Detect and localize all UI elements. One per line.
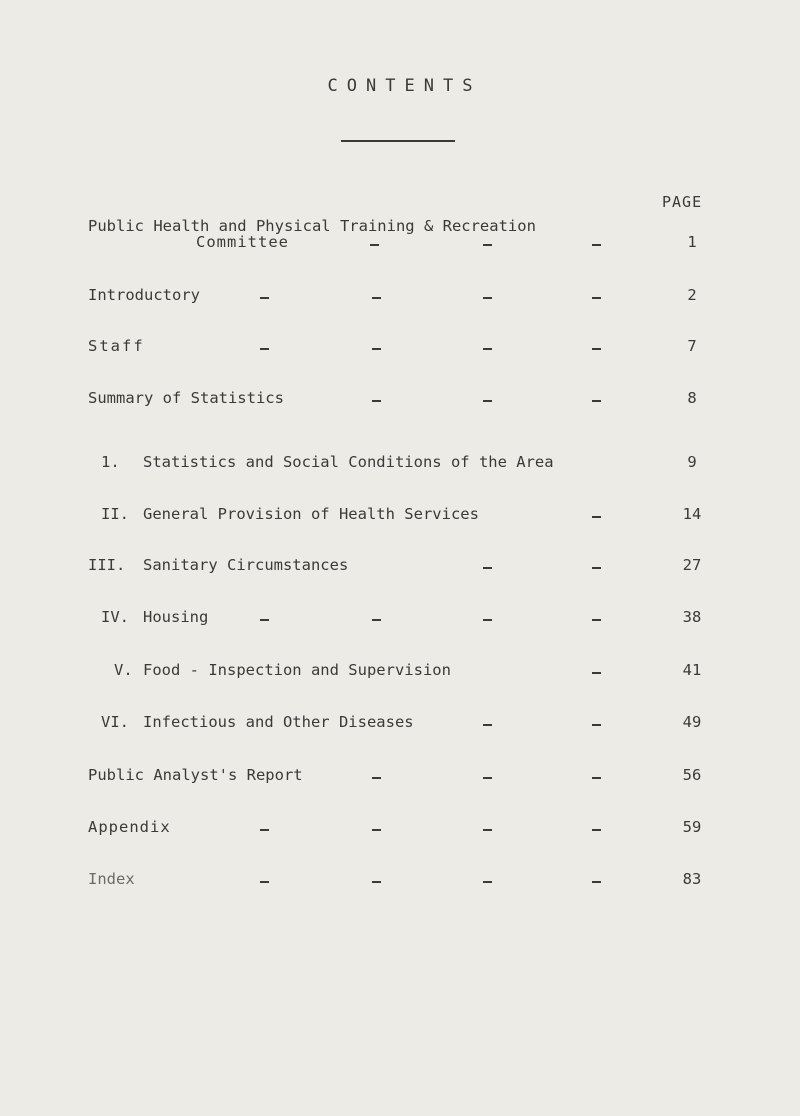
entry-label: Appendix bbox=[88, 818, 171, 836]
entry-label: Public Analyst's Report bbox=[88, 766, 303, 784]
entry-page-number: 7 bbox=[687, 337, 697, 355]
leader-dash bbox=[372, 348, 381, 350]
entry-page-number: 83 bbox=[682, 870, 702, 888]
entry-label: Housing bbox=[143, 608, 209, 626]
entry-page-number: 8 bbox=[687, 389, 697, 407]
leader-dash bbox=[592, 297, 601, 299]
page-column-header: PAGE bbox=[662, 193, 703, 211]
entry-page-number: 59 bbox=[682, 818, 702, 836]
leader-dash bbox=[483, 400, 492, 402]
leader-dash bbox=[483, 829, 492, 831]
leader-dash bbox=[372, 619, 381, 621]
toc-entry[interactable] bbox=[0, 505, 800, 529]
entry-label: Committee bbox=[196, 233, 289, 251]
entry-section-number: VI. bbox=[101, 713, 129, 731]
leader-dash bbox=[483, 244, 492, 246]
page-title: CONTENTS bbox=[327, 76, 482, 96]
toc-entry[interactable] bbox=[0, 661, 800, 685]
leader-dash bbox=[372, 400, 381, 402]
toc-entry[interactable] bbox=[0, 713, 800, 737]
entry-label: Food - Inspection and Supervision bbox=[143, 661, 451, 679]
leader-dash bbox=[483, 297, 492, 299]
toc-entry[interactable] bbox=[0, 233, 800, 257]
leader-dash bbox=[372, 777, 381, 779]
toc-entry[interactable] bbox=[0, 337, 800, 361]
entry-section-number: 1. bbox=[101, 453, 120, 471]
toc-entry[interactable] bbox=[0, 286, 800, 310]
entry-label-line1: Public Health and Physical Training & Recreation bbox=[88, 217, 536, 235]
leader-dash bbox=[260, 881, 269, 883]
leader-dash bbox=[372, 881, 381, 883]
leader-dash bbox=[483, 724, 492, 726]
entry-label: Staff bbox=[88, 337, 145, 355]
entry-section-number: V. bbox=[114, 661, 133, 679]
leader-dash bbox=[483, 881, 492, 883]
toc-entry[interactable] bbox=[0, 453, 800, 477]
leader-dash bbox=[592, 567, 601, 569]
entry-page-number: 41 bbox=[682, 661, 702, 679]
leader-dash bbox=[483, 777, 492, 779]
leader-dash bbox=[592, 829, 601, 831]
leader-dash bbox=[592, 619, 601, 621]
toc-entry[interactable] bbox=[0, 818, 800, 842]
leader-dash bbox=[260, 348, 269, 350]
leader-dash bbox=[370, 244, 379, 246]
leader-dash bbox=[260, 619, 269, 621]
entry-label: Summary of Statistics bbox=[88, 389, 284, 407]
toc-entry[interactable] bbox=[0, 766, 800, 790]
toc-entry[interactable] bbox=[0, 556, 800, 580]
toc-entry[interactable] bbox=[0, 389, 800, 413]
entry-label: Statistics and Social Conditions of the Area bbox=[143, 453, 554, 471]
entry-section-number: III. bbox=[88, 556, 126, 574]
entry-page-number: 49 bbox=[682, 713, 702, 731]
leader-dash bbox=[592, 672, 601, 674]
entry-page-number: 56 bbox=[682, 766, 702, 784]
leader-dash bbox=[592, 244, 601, 246]
leader-dash bbox=[483, 619, 492, 621]
leader-dash bbox=[592, 724, 601, 726]
entry-section-number: IV. bbox=[101, 608, 129, 626]
leader-dash bbox=[592, 777, 601, 779]
entry-label: General Provision of Health Services bbox=[143, 505, 479, 523]
leader-dash bbox=[592, 400, 601, 402]
leader-dash bbox=[592, 881, 601, 883]
leader-dash bbox=[483, 567, 492, 569]
toc-entry[interactable] bbox=[0, 870, 800, 894]
leader-dash bbox=[372, 829, 381, 831]
entry-page-number: 2 bbox=[687, 286, 697, 304]
leader-dash bbox=[592, 348, 601, 350]
leader-dash bbox=[260, 829, 269, 831]
entry-label: Introductory bbox=[88, 286, 200, 304]
entry-page-number: 27 bbox=[682, 556, 702, 574]
entry-label: Infectious and Other Diseases bbox=[143, 713, 414, 731]
entry-page-number: 1 bbox=[687, 233, 697, 251]
leader-dash bbox=[372, 297, 381, 299]
leader-dash bbox=[260, 297, 269, 299]
leader-dash bbox=[483, 348, 492, 350]
entry-label: Sanitary Circumstances bbox=[143, 556, 349, 574]
leader-dash bbox=[592, 516, 601, 518]
toc-entry[interactable] bbox=[0, 608, 800, 632]
entry-page-number: 9 bbox=[687, 453, 697, 471]
entry-page-number: 14 bbox=[682, 505, 702, 523]
entry-section-number: II. bbox=[101, 505, 129, 523]
entry-label: Index bbox=[88, 870, 135, 888]
entry-page-number: 38 bbox=[682, 608, 702, 626]
title-underline bbox=[341, 140, 455, 142]
